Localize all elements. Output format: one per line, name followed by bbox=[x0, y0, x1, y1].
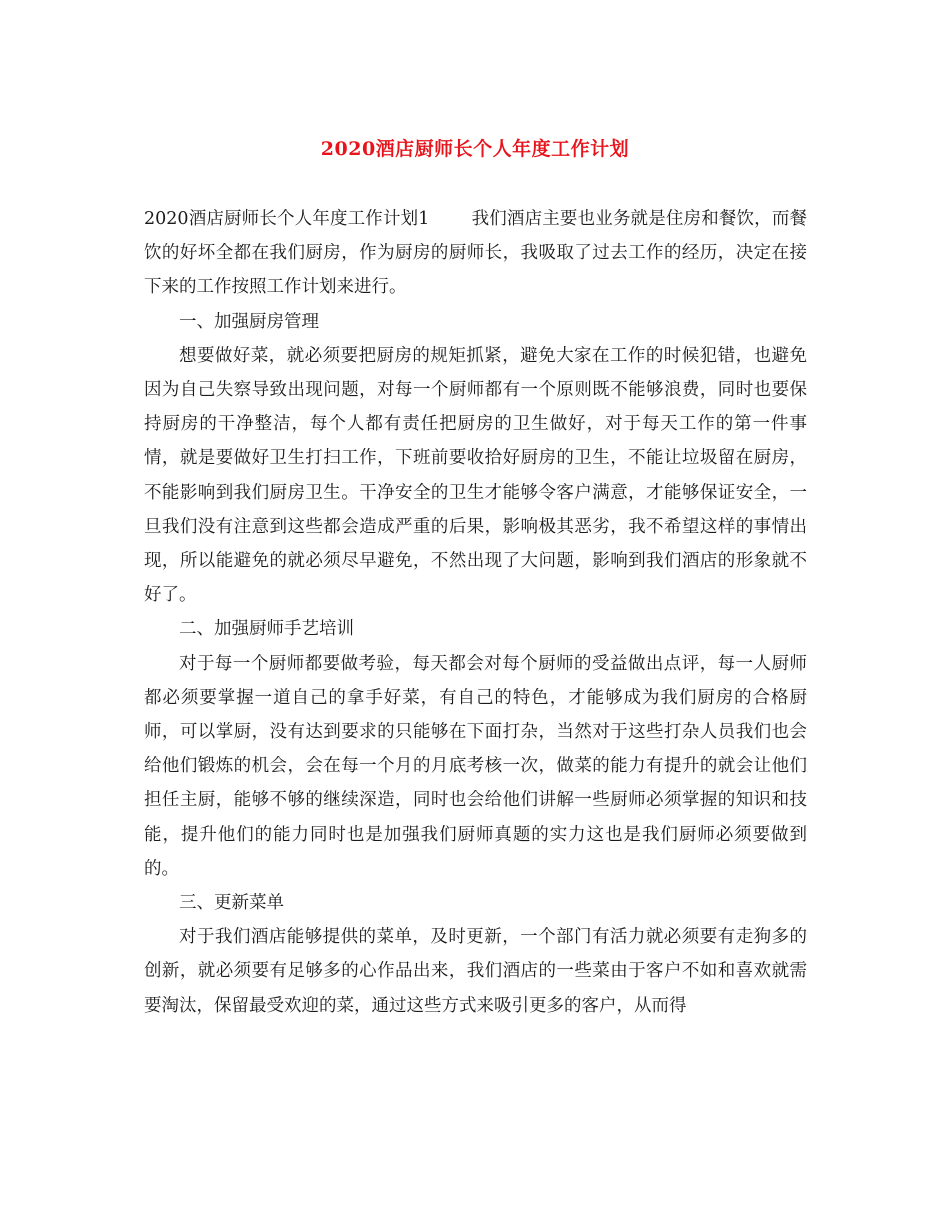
intro-lead: 2020酒店厨师长个人年度工作计划1 bbox=[144, 209, 430, 229]
section-heading: 一、加强厨房管理 bbox=[179, 311, 319, 332]
intro-text: 我们酒店主要也业务就是住房和餐饮，而餐饮的好坏全都在我们厨房，作为厨房的厨师长，我吸取了过去工作的经历，决定在接下来的工作按照工作计划来进行。 bbox=[144, 209, 808, 298]
section-body: 想要做好菜，就必须要把厨房的规矩抓紧，避免大家在工作的时候犯错，也避免因为自己失察导致出现问题，对每一个厨师都有一个原则既不能够浪费，同时也要保持厨房的干净整洁，每个人都有责任把厨房的卫生做好，对于每天工作的第一件事情，就是要做好卫生打扫工作，下班前要收拾好厨房的卫生，不能让垃圾留在厨房，不能影响到我们厨房卫生。干净安全的卫生才能够令客户满意，才能够保证安全，一旦我们没有注意到这些都会造成严重的后果，影响极其恶劣，我不希望这样的事情出现，所以能避免的就必须尽早避免，不然出现了大问题，影响到我们酒店的形象就不好了。 bbox=[144, 345, 807, 606]
section-body: 对于每一个厨师都要做考验，每天都会对每个厨师的受益做出点评，每一人厨师都必须要掌握一道自己的拿手好菜，有自己的特色，才能够成为我们厨房的合格厨师，可以掌厨，没有达到要求的只能够在下面打杂，当然对于这些打杂人员我们也会给他们锻炼的机会，会在每一个月的月底考核一次，做菜的能力有提升的就会让他们担任主厨，能够不够的继续深造，同时也会给他们讲解一些厨师必须掌握的知识和技能，提升他们的能力同时也是加强我们厨师真题的实力这也是我们厨师必须要做到的。 bbox=[144, 653, 807, 879]
section-body: 对于我们酒店能够提供的菜单，及时更新，一个部门有活力就必须要有走狗多的创新，就必须要有足够多的心作品出来，我们酒店的一些菜由于客户不如和喜欢就需要淘汰，保留最受欢迎的菜，通过这些方式来吸引更多的客户，从而得 bbox=[144, 927, 807, 1016]
document-title: 2020酒店厨师长个人年度工作计划 bbox=[320, 138, 630, 160]
section-heading: 三、更新菜单 bbox=[179, 893, 284, 914]
intro-paragraph bbox=[144, 202, 807, 305]
section-heading: 二、加强厨师手艺培训 bbox=[179, 619, 354, 640]
document-body bbox=[144, 202, 807, 1023]
